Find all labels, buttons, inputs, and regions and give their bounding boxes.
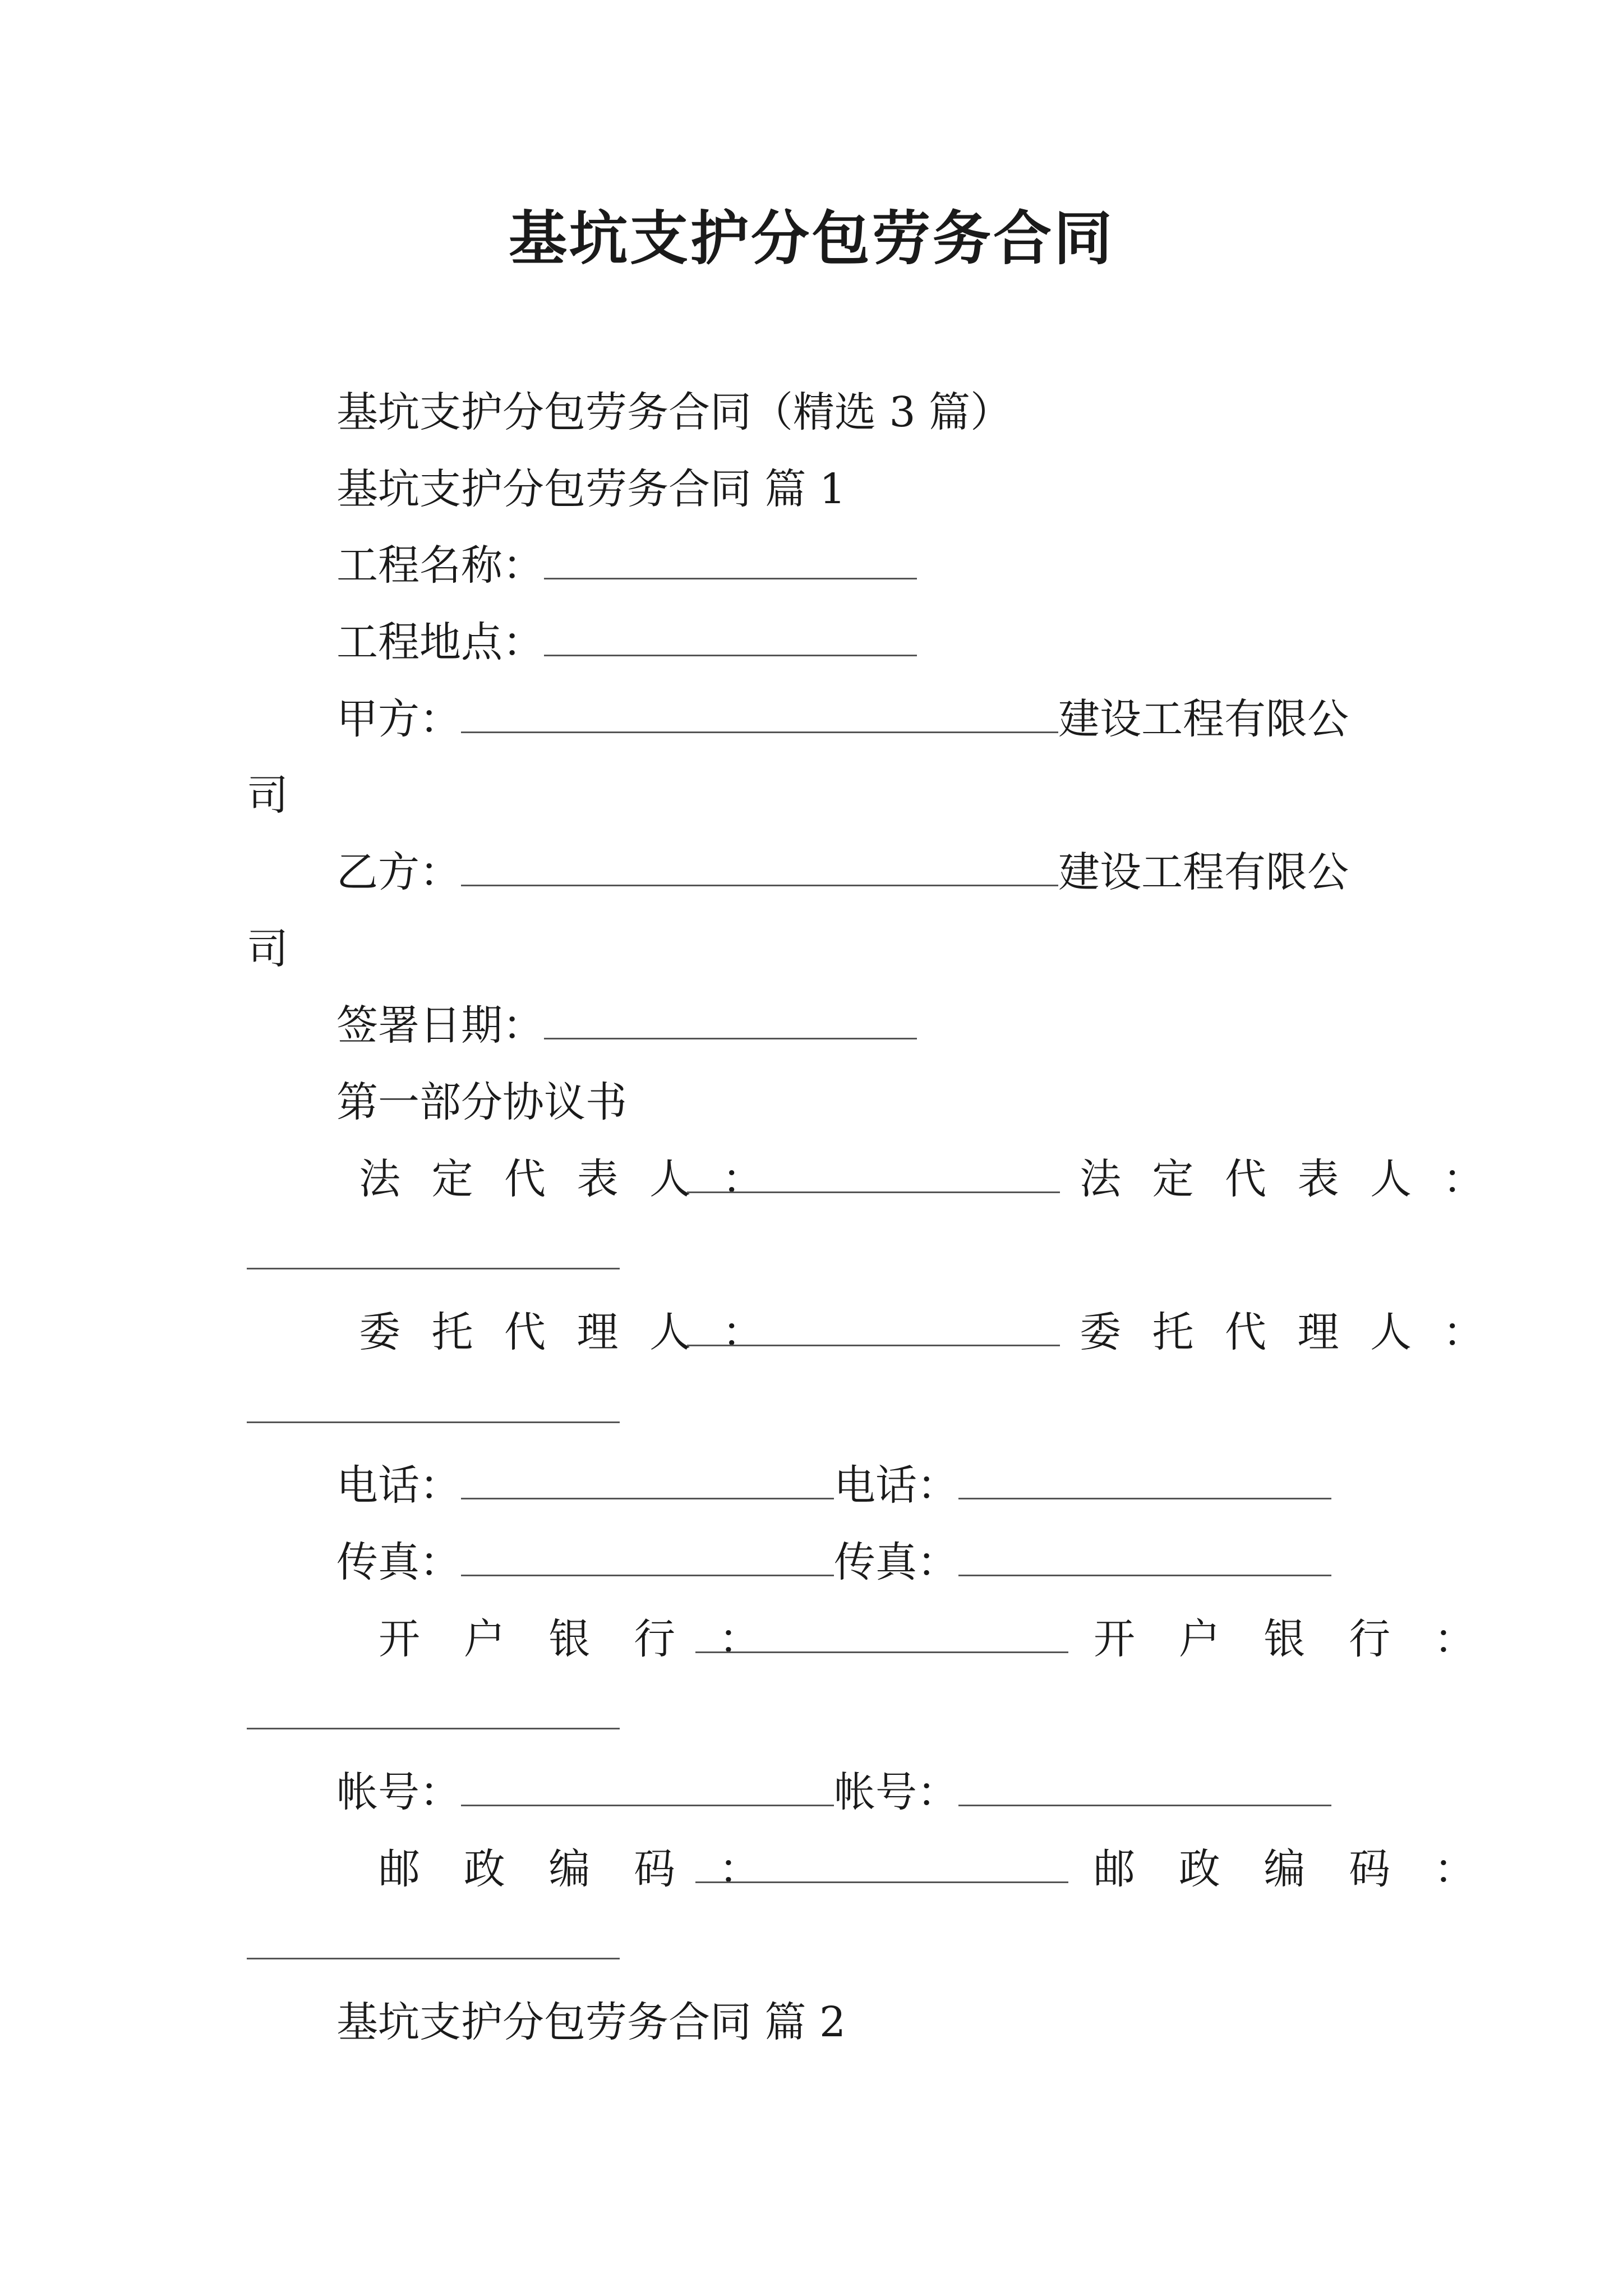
- agent-blank-b: [247, 1387, 620, 1423]
- party-a-wrap: 司: [247, 771, 288, 820]
- legal-rep-blank-a: [687, 1157, 1060, 1193]
- account-row: [336, 1764, 1331, 1820]
- postal-blank-a-wrap: [695, 1841, 1068, 1897]
- phone-label-b: 电话：: [834, 1461, 958, 1510]
- legal-rep-label-b: 法定代表人：: [1080, 1155, 1515, 1203]
- heading-part-1: 基坑支护分包劳务合同 篇 1: [336, 465, 846, 513]
- project-name-row: [336, 537, 917, 593]
- project-location-label: 工程地点：: [336, 618, 544, 666]
- phone-blank-a: [461, 1463, 834, 1499]
- fax-label-a: 传真：: [336, 1538, 461, 1586]
- phone-label-a: 电话：: [336, 1461, 461, 1510]
- legal-rep-b-wrap: [1080, 1151, 1515, 1207]
- bank-blank-b: [247, 1693, 620, 1729]
- party-a-blank: [461, 697, 1058, 733]
- account-blank-b: [958, 1770, 1331, 1806]
- party-a-suffix: 建设工程有限公: [1058, 695, 1349, 743]
- party-a-row: [336, 691, 1349, 747]
- party-b-label: 乙方：: [336, 848, 461, 896]
- bank-blank-b-wrap: [247, 1687, 620, 1743]
- agent-blank-a-wrap: [687, 1304, 1060, 1360]
- agent-label-a: 委托代理人：: [359, 1308, 795, 1356]
- legal-rep-blank-b: [247, 1233, 620, 1269]
- account-label-b: 帐号：: [834, 1768, 958, 1816]
- party-b-wrap: 司: [247, 925, 288, 973]
- postal-label-b: 邮政编码：: [1094, 1845, 1519, 1893]
- document-title: 基坑支护分包劳务合同: [508, 204, 1114, 273]
- fax-label-b: 传真：: [834, 1538, 958, 1586]
- bank-label-b: 开户银行：: [1094, 1615, 1519, 1663]
- project-name-blank: [544, 543, 917, 579]
- postal-blank-a: [695, 1847, 1068, 1883]
- phone-blank-b: [958, 1463, 1331, 1499]
- legal-rep-blank-b-wrap: [247, 1227, 620, 1283]
- party-a-label: 甲方：: [336, 695, 461, 743]
- postal-blank-b-wrap: [247, 1917, 620, 1973]
- sign-date-blank: [544, 1003, 917, 1039]
- legal-rep-label-a: 法定代表人：: [359, 1155, 795, 1203]
- party-b-suffix: 建设工程有限公: [1058, 848, 1349, 896]
- project-location-blank: [544, 620, 917, 656]
- party-b-row: [336, 844, 1349, 900]
- postal-label-a: 邮政编码：: [379, 1845, 804, 1893]
- project-location-row: [336, 614, 917, 670]
- section-one-heading: 第一部分协议书: [336, 1078, 627, 1126]
- bank-blank-a-wrap: [695, 1611, 1068, 1667]
- project-name-label: 工程名称：: [336, 541, 544, 590]
- legal-rep-blank-a-wrap: [687, 1151, 1060, 1207]
- phone-row: [336, 1457, 1331, 1513]
- fax-blank-a: [461, 1540, 834, 1576]
- bank-label-a: 开户银行：: [379, 1615, 804, 1663]
- postal-blank-b: [247, 1923, 620, 1959]
- agent-blank-b-wrap: [247, 1381, 620, 1437]
- account-label-a: 帐号：: [336, 1768, 461, 1816]
- fax-row: [336, 1534, 1331, 1590]
- heading-part-2: 基坑支护分包劳务合同 篇 2: [336, 1998, 846, 2046]
- sign-date-row: [336, 997, 917, 1053]
- agent-blank-a: [687, 1310, 1060, 1346]
- account-blank-a: [461, 1770, 834, 1806]
- bank-b-wrap: [1094, 1611, 1519, 1667]
- postal-b-wrap: [1094, 1841, 1519, 1897]
- heading-selected: 基坑支护分包劳务合同（精选 3 篇）: [336, 388, 1012, 436]
- sign-date-label: 签署日期：: [336, 1001, 544, 1050]
- agent-b-wrap: [1080, 1304, 1515, 1360]
- bank-blank-a: [695, 1617, 1068, 1653]
- agent-label-b: 委托代理人：: [1080, 1308, 1515, 1356]
- party-b-blank: [461, 850, 1058, 886]
- fax-blank-b: [958, 1540, 1331, 1576]
